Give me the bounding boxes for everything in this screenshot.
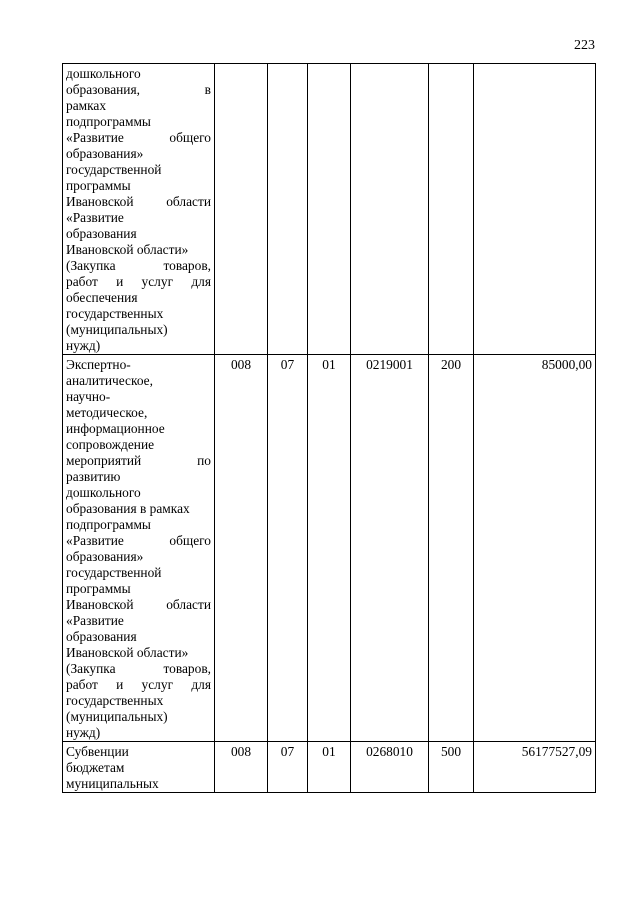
section-code-cell: 07 bbox=[268, 742, 308, 793]
ministry-code-cell: 008 bbox=[215, 355, 268, 742]
description-line: государственных bbox=[66, 693, 164, 708]
description-line: методическое, bbox=[66, 405, 148, 420]
subsection-code-cell bbox=[308, 64, 351, 355]
table-row bbox=[63, 64, 596, 355]
description-line: аналитическое, bbox=[66, 373, 153, 388]
target-article-cell bbox=[351, 64, 429, 355]
subsection-code-cell: 01 bbox=[308, 355, 351, 742]
amount-cell bbox=[474, 64, 596, 355]
description-line: (муниципальных) bbox=[66, 322, 168, 337]
description-line: «Развитие bbox=[66, 613, 124, 628]
expense-type-cell: 500 bbox=[429, 742, 474, 793]
section-code-cell bbox=[268, 64, 308, 355]
expense-type-cell bbox=[429, 64, 474, 355]
description-line: (муниципальных) bbox=[66, 709, 168, 724]
table-row bbox=[63, 355, 596, 742]
description-line: рамках bbox=[66, 98, 107, 113]
description-line: Ивановской области bbox=[66, 194, 211, 209]
budget-table bbox=[62, 63, 596, 793]
amount-cell: 56177527,09 bbox=[474, 742, 596, 793]
subsection-code-cell: 01 bbox=[308, 742, 351, 793]
description-line: Ивановской области» bbox=[66, 645, 189, 660]
description-line: образования в рамках bbox=[66, 501, 190, 516]
description-line: подпрограммы bbox=[66, 114, 151, 129]
description-cell bbox=[63, 742, 215, 793]
description-line: муниципальных bbox=[66, 776, 159, 791]
page-number: 223 bbox=[574, 38, 595, 53]
description-line: сопровождение bbox=[66, 437, 155, 452]
description-line: Экспертно- bbox=[66, 357, 131, 372]
table-row bbox=[63, 742, 596, 793]
description-line: мероприятий по bbox=[66, 453, 211, 468]
target-article-cell: 0268010 bbox=[351, 742, 429, 793]
description-line: развитию bbox=[66, 469, 121, 484]
description-line: (Закупка товаров, bbox=[66, 661, 211, 676]
description-line: «Развитие bbox=[66, 210, 124, 225]
description-cell bbox=[63, 64, 215, 355]
description-line: подпрограммы bbox=[66, 517, 151, 532]
description-line: Ивановской области bbox=[66, 597, 211, 612]
description-cell bbox=[63, 355, 215, 742]
description-line: государственной bbox=[66, 565, 162, 580]
description-line: образования, в bbox=[66, 82, 211, 97]
description-line: (Закупка товаров, bbox=[66, 258, 211, 273]
target-article-cell: 0219001 bbox=[351, 355, 429, 742]
description-line: государственной bbox=[66, 162, 162, 177]
description-line: нужд) bbox=[66, 338, 101, 353]
description-line: дошкольного bbox=[66, 66, 141, 81]
description-line: «Развитие общего bbox=[66, 130, 211, 145]
description-line: Субвенции bbox=[66, 744, 129, 759]
description-line: Ивановской области» bbox=[66, 242, 189, 257]
description-line: бюджетам bbox=[66, 760, 125, 775]
ministry-code-cell: 008 bbox=[215, 742, 268, 793]
description-line: научно- bbox=[66, 389, 111, 404]
expense-type-cell: 200 bbox=[429, 355, 474, 742]
description-line: государственных bbox=[66, 306, 164, 321]
description-line: обеспечения bbox=[66, 290, 138, 305]
description-line: образования bbox=[66, 226, 137, 241]
ministry-code-cell bbox=[215, 64, 268, 355]
description-line: информационное bbox=[66, 421, 165, 436]
description-line: образования bbox=[66, 629, 137, 644]
description-line: программы bbox=[66, 178, 131, 193]
description-line: «Развитие общего bbox=[66, 533, 211, 548]
description-line: дошкольного bbox=[66, 485, 141, 500]
description-line: нужд) bbox=[66, 725, 101, 740]
description-line: образования» bbox=[66, 146, 144, 161]
description-line: программы bbox=[66, 581, 131, 596]
description-line: работ и услуг для bbox=[66, 274, 211, 289]
description-line: образования» bbox=[66, 549, 144, 564]
amount-cell: 85000,00 bbox=[474, 355, 596, 742]
description-line: работ и услуг для bbox=[66, 677, 211, 692]
section-code-cell: 07 bbox=[268, 355, 308, 742]
